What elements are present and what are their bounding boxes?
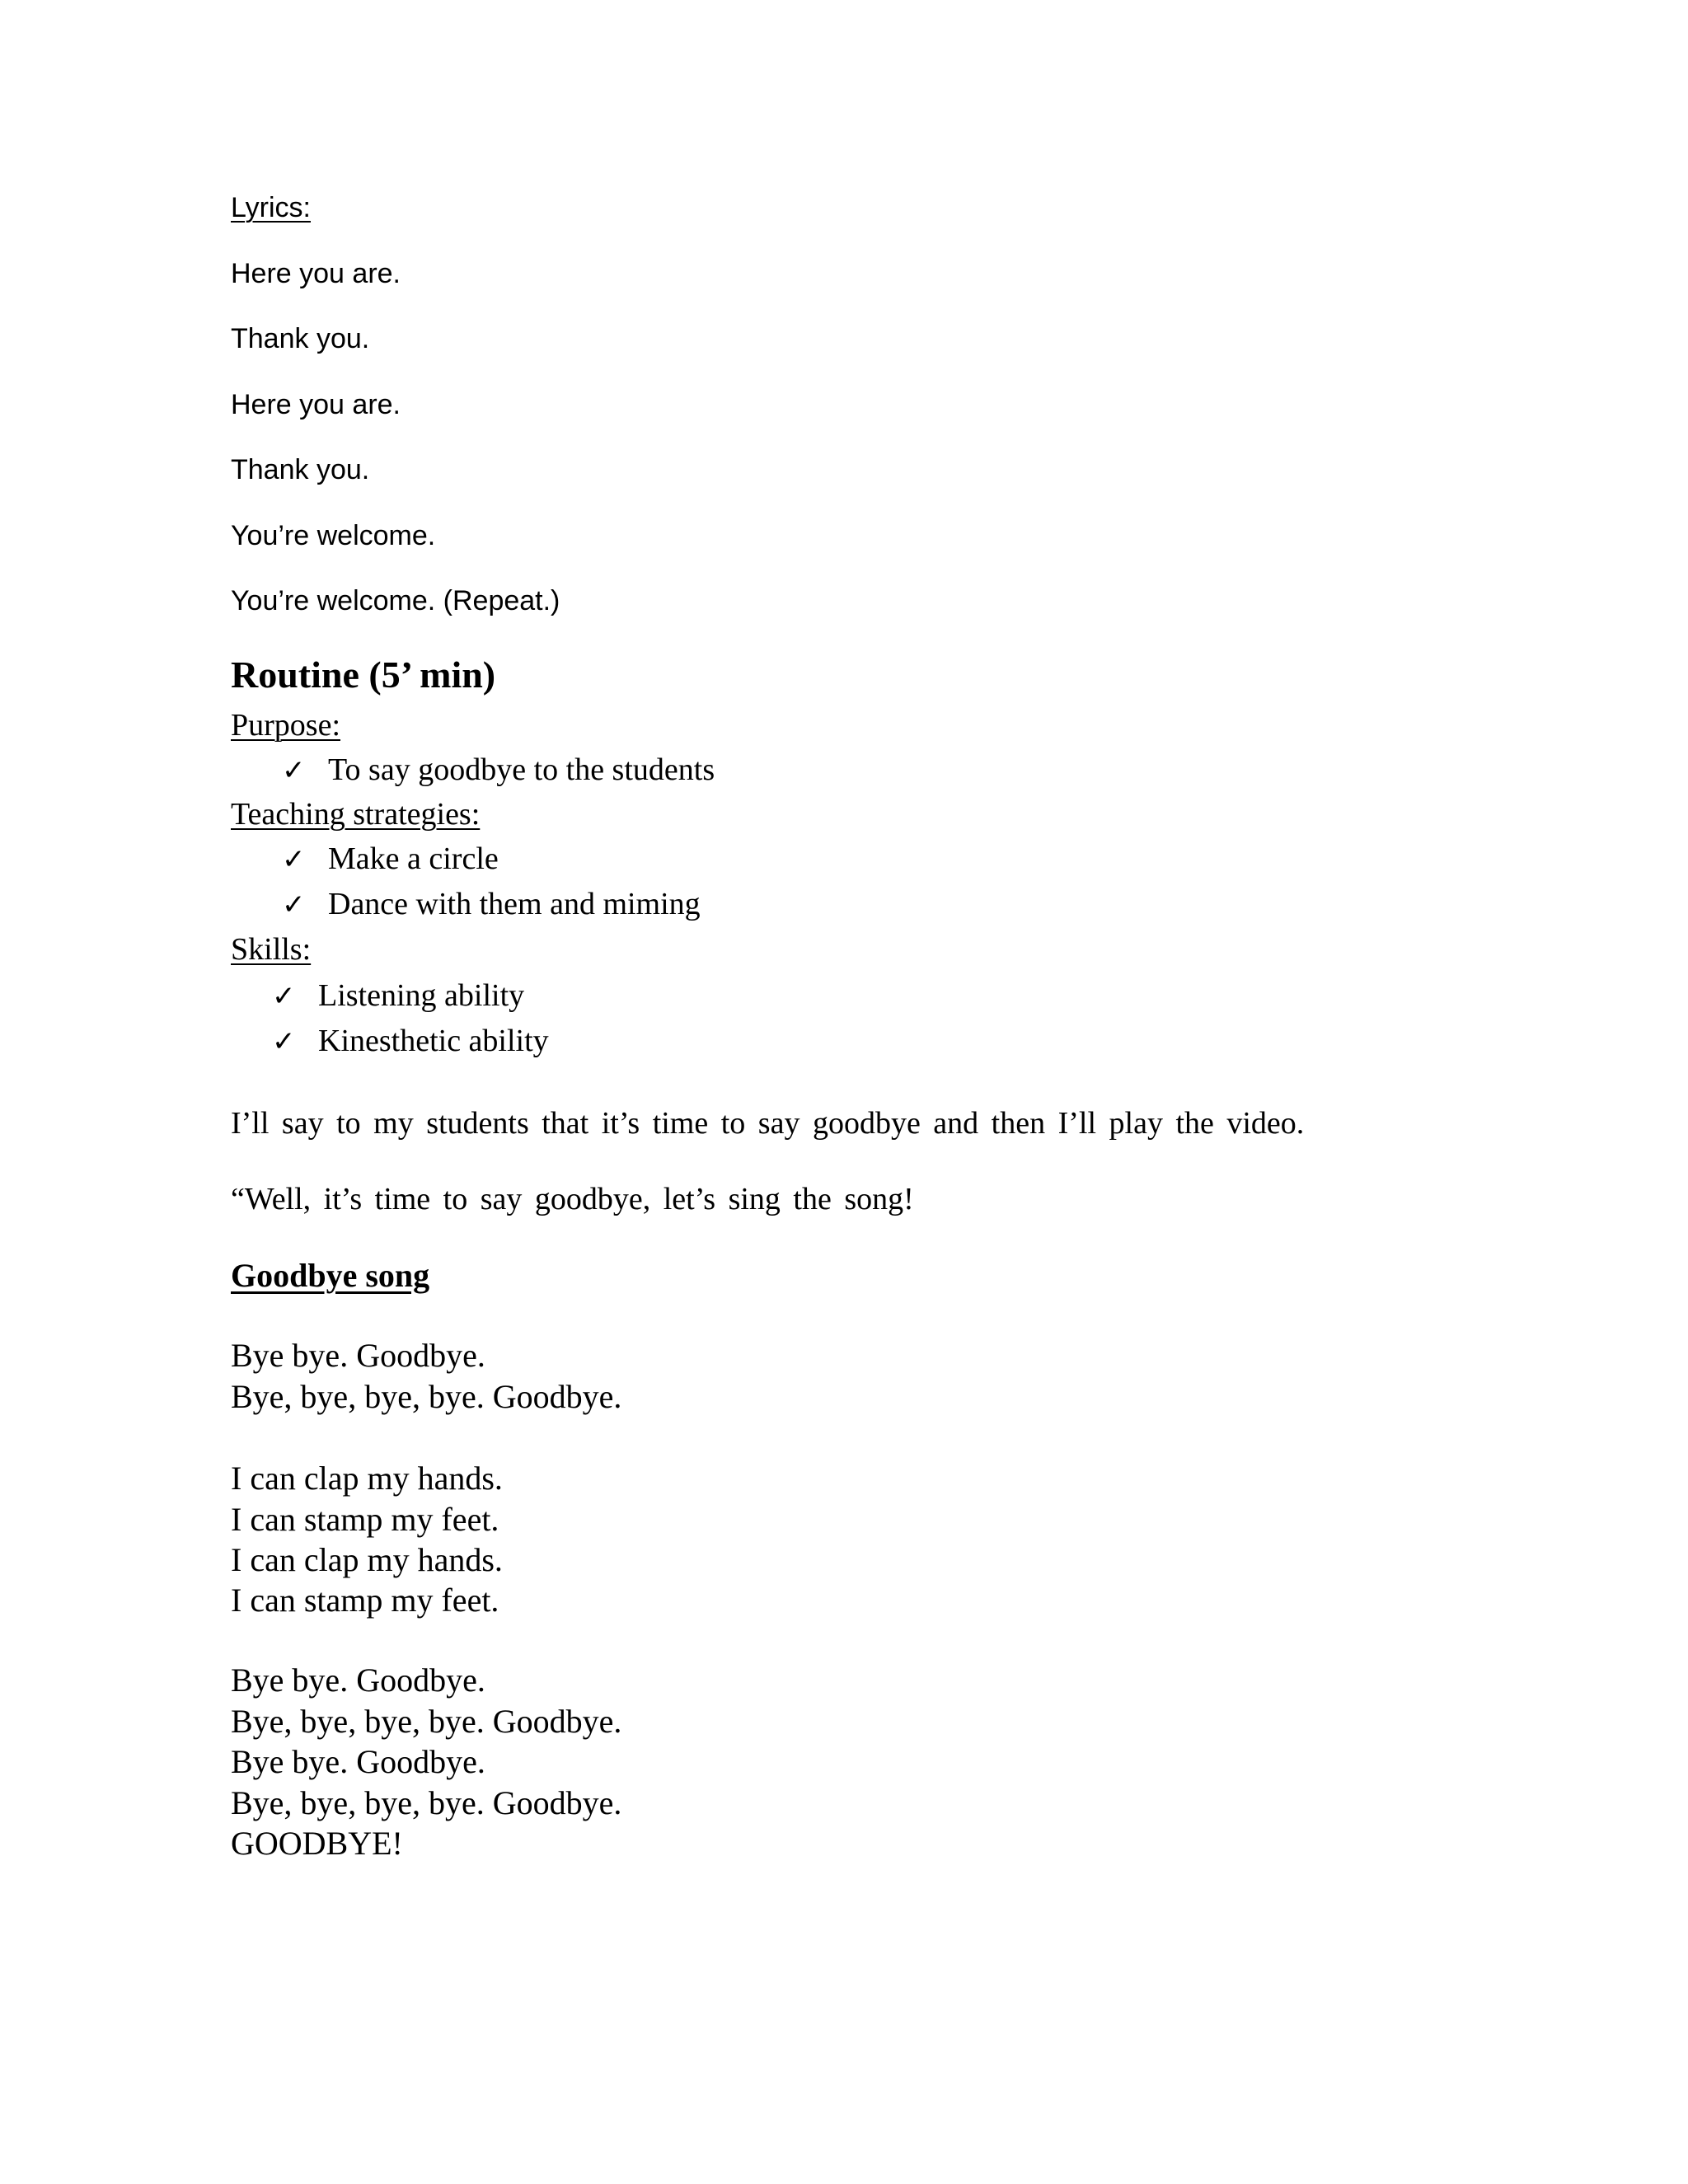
skills-label: Skills:	[231, 932, 312, 967]
checkmark-icon: ✓	[282, 888, 306, 921]
skill-item-text: Listening ability	[318, 978, 525, 1013]
song-line: Bye, bye, bye, bye. Goodbye.	[231, 1703, 622, 1740]
lyrics-line: Here you are.	[231, 258, 401, 289]
strategy-item	[282, 841, 499, 878]
song-line: I can stamp my feet.	[231, 1501, 499, 1538]
song-line: Bye, bye, bye, bye. Goodbye.	[231, 1784, 622, 1821]
skill-item	[272, 1023, 549, 1060]
strategy-item	[282, 886, 701, 923]
routine-title: Routine (5’ min)	[231, 654, 496, 696]
strategies-label: Teaching strategies:	[231, 797, 481, 832]
skill-item-text: Kinesthetic ability	[318, 1024, 549, 1058]
skill-item	[272, 977, 524, 1015]
strategy-item-text: Make a circle	[328, 841, 499, 876]
checkmark-icon: ✓	[282, 843, 306, 876]
instruction-paragraph: I’ll say to my students that it’s time to say goodbye and then I’ll play the video.	[231, 1106, 1305, 1141]
checkmark-icon: ✓	[272, 980, 296, 1013]
song-line: I can clap my hands.	[231, 1460, 503, 1497]
song-line: Bye bye. Goodbye.	[231, 1337, 485, 1374]
quote-paragraph: “Well, it’s time to say goodbye, let’s sing the song!	[231, 1182, 914, 1216]
song-line: Bye bye. Goodbye.	[231, 1661, 485, 1699]
song-title: Goodbye song	[231, 1257, 430, 1294]
checkmark-icon: ✓	[272, 1025, 296, 1058]
lyrics-line: You’re welcome. (Repeat.)	[231, 585, 560, 616]
song-line: GOODBYE!	[231, 1825, 403, 1862]
song-line: Bye bye. Goodbye.	[231, 1743, 485, 1780]
lyrics-line: You’re welcome.	[231, 520, 436, 551]
strategy-item-text: Dance with them and miming	[328, 887, 701, 921]
checkmark-icon: ✓	[282, 754, 306, 787]
song-line: I can clap my hands.	[231, 1541, 503, 1578]
lyrics-line: Thank you.	[231, 454, 370, 485]
purpose-label: Purpose:	[231, 708, 340, 743]
song-line: I can stamp my feet.	[231, 1582, 499, 1619]
song-line: Bye, bye, bye, bye. Goodbye.	[231, 1378, 622, 1415]
lyrics-line: Thank you.	[231, 323, 370, 354]
purpose-item	[282, 752, 715, 789]
lyrics-heading: Lyrics:	[231, 192, 311, 223]
lyrics-line: Here you are.	[231, 389, 401, 420]
purpose-item-text: To say goodbye to the students	[328, 752, 715, 787]
